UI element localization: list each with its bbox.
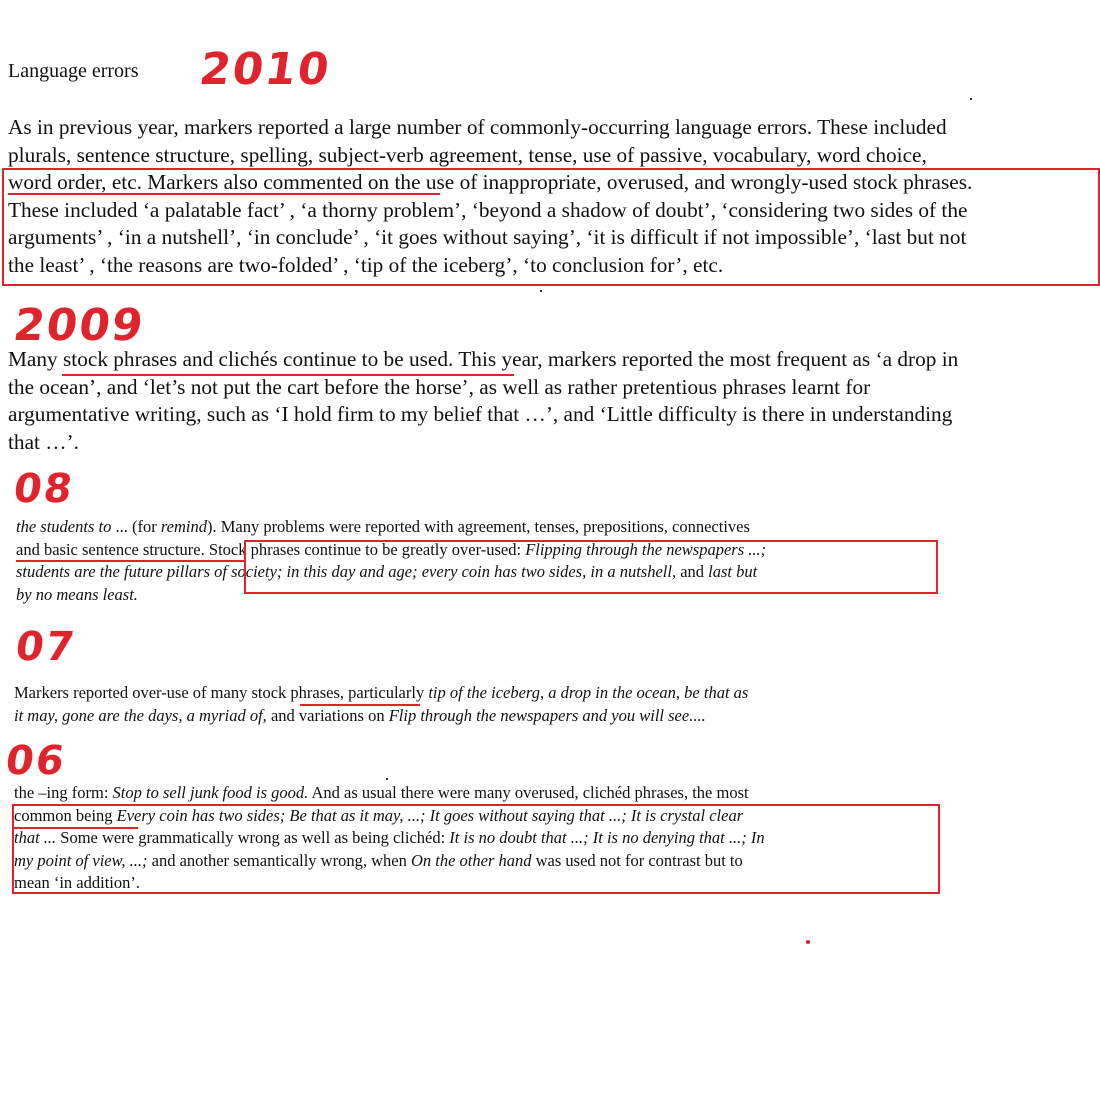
scan-speck	[540, 290, 542, 292]
underline-2010	[8, 193, 440, 195]
p06-text: Every coin has two sides; Be that as it may, ...; It goes without saying that ...; It is crystal clear	[116, 805, 744, 825]
p07-text: tip of the iceberg, a drop in the ocean, be that as	[428, 683, 749, 702]
p06-text: the –ing form:	[14, 783, 113, 802]
p08-text: students are the future pillars of society; in this day and age; every coin has two sides, in a nutshell,	[16, 562, 677, 581]
p06-text: common being	[14, 805, 117, 825]
p06-text: And as usual there were many overused, clichéd phrases, the most	[308, 783, 749, 802]
p07-text: it may, gone are the days, a myriad of,	[14, 705, 267, 725]
p2010-text: the use of inappropriate, overused, and wrongly-used stock phrases.	[394, 170, 973, 194]
p2009-line	[8, 346, 1078, 374]
p06-text: my point of view, ...;	[14, 850, 148, 870]
page-title: Language errors	[8, 60, 139, 82]
p2009-line: the ocean’, and ‘let’s not put the cart before the horse’, as well as rather pretentious phrases learnt for	[8, 374, 871, 399]
underline-06	[14, 827, 138, 829]
p08-text: and	[676, 562, 709, 581]
p06-line	[14, 782, 932, 805]
highlight-box-06	[12, 804, 940, 894]
p07-line	[14, 705, 920, 728]
p06-text: On the other hand	[410, 850, 532, 870]
p08-text: Flipping through the newspapers ...;	[525, 539, 767, 559]
paragraph-07	[14, 682, 920, 727]
p06-text: and another semantically wrong, when	[147, 850, 411, 870]
p07-text: Flip through the newspapers and you will see....	[388, 705, 706, 725]
p2010-line: arguments’ , ‘in a nutshell’, ‘in conclude’ , ‘it goes without saying’, ‘it is difficult if not impossible’, ‘last but not	[8, 225, 967, 249]
p08-text: Stock phrases continue to be greatly over-used:	[204, 539, 526, 559]
p06-text: that ...	[14, 828, 57, 847]
p08-text: the students to	[16, 517, 112, 536]
annotation-2009: 2009	[10, 300, 149, 351]
p07-text: Markers reported over-use of many stock phrases, particularly	[14, 683, 429, 702]
p08-text: ... (for	[111, 517, 161, 536]
paragraph-2009	[8, 346, 1078, 456]
p06-text: was used not for contrast but to	[531, 850, 743, 870]
p2010-line: These included ‘a palatable fact’ , ‘a thorny problem’, ‘beyond a shadow of doubt’, ‘considering two sides of the	[8, 197, 968, 222]
underline-2009	[62, 374, 514, 376]
p08-text: by no means least.	[16, 584, 138, 604]
p2010-line: plurals, sentence structure, spelling, subject-verb agreement, tense, use of passive, vocabulary, word choice,	[8, 142, 927, 167]
underline-08	[16, 560, 244, 562]
highlight-box-08	[244, 540, 938, 594]
underline-07	[300, 704, 420, 706]
p2010-line: As in previous year, markers reported a large number of commonly-occurring language errors. These included	[8, 115, 947, 139]
p2009-line: that …’.	[8, 429, 79, 454]
annotation-07: 07	[12, 624, 79, 670]
p08-text: ). Many problems were reported with agreement, tenses, prepositions, connectives	[206, 517, 750, 536]
p2010-line: the least’ , ‘the reasons are two-folded’ , ‘tip of the iceberg’, ‘to conclusion for’, etc.	[8, 252, 724, 277]
p2010-text: word order, etc. Markers also commented on	[8, 170, 395, 194]
p07-text: and variations on	[266, 705, 389, 725]
p06-text: Stop to sell junk food is good.	[112, 783, 309, 802]
p08-text: remind	[160, 517, 207, 536]
p06-text: It is no doubt that ...; It is no denying that ...; In	[449, 828, 765, 847]
ink-dot	[806, 940, 810, 944]
p06-line: mean ‘in addition’.	[14, 873, 141, 892]
scan-speck	[386, 778, 388, 780]
p2009-text: This year, markers reported the most frequent as ‘a drop in	[453, 347, 959, 371]
p2009-text: Many stock phrases and clichés continue to be used.	[8, 347, 454, 371]
annotation-08: 08	[10, 466, 77, 512]
annotation-2010: 2010	[196, 44, 335, 95]
p08-text: last but	[708, 562, 758, 581]
p06-text: Some were grammatically wrong as well as being clichéd:	[56, 828, 450, 847]
p08-line	[16, 516, 922, 539]
p08-text: and basic sentence structure.	[16, 539, 205, 559]
highlight-box-2010	[2, 168, 1100, 286]
annotation-06: 06	[2, 738, 69, 784]
p07-line	[14, 682, 920, 705]
p2009-line: argumentative writing, such as ‘I hold firm to my belief that …’, and ‘Little difficulty is there in understanding	[8, 402, 953, 426]
scan-speck	[970, 98, 972, 100]
